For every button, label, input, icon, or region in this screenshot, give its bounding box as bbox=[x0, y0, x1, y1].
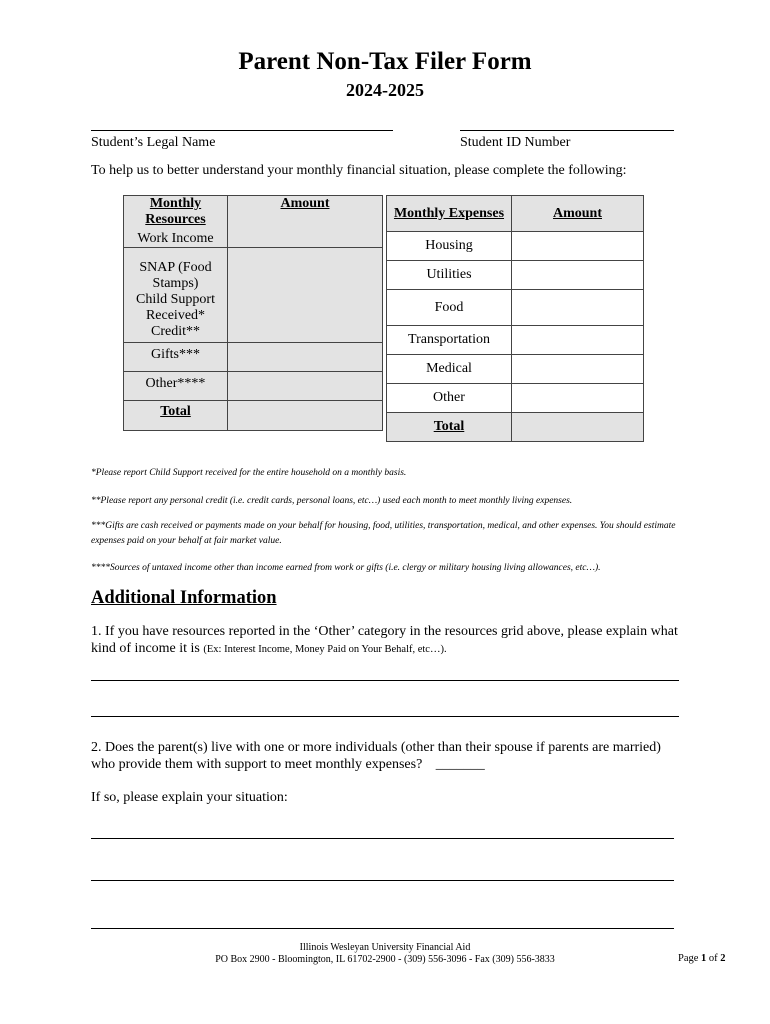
footer-org: Illinois Wesleyan University Financial Aid bbox=[299, 942, 471, 953]
question-1-example: (Ex: Interest Income, Money Paid on Your Behalf, etc…). bbox=[203, 644, 447, 655]
page-total: 2 bbox=[720, 953, 726, 964]
expense-medical: Medical bbox=[387, 355, 512, 384]
page-current: 1 bbox=[701, 953, 707, 964]
expense-utilities: Utilities bbox=[387, 261, 512, 290]
note-credit: **Please report any personal credit (i.e. credit cards, personal loans, etc…) used each month to meet monthly living expenses. bbox=[91, 496, 573, 506]
question-2-blank[interactable]: _______ bbox=[435, 757, 485, 772]
expense-housing: Housing bbox=[387, 232, 512, 261]
answer-1-line-2[interactable] bbox=[91, 716, 679, 717]
footer-contact: PO Box 2900 - Bloomington, IL 61702-2900 - (309) 556-3096 - Fax (309) 556-3833 bbox=[215, 954, 555, 965]
student-id-label: Student ID Number bbox=[460, 135, 571, 150]
answer-2-line-1[interactable] bbox=[91, 838, 674, 839]
resources-other-amount[interactable] bbox=[228, 372, 383, 401]
student-name-label: Student’s Legal Name bbox=[91, 135, 216, 150]
answer-2-line-2[interactable] bbox=[91, 880, 674, 881]
question-2-text: 2. Does the parent(s) live with one or more individuals (other than their spouse if parents are married) who provide them with support to meet monthly expenses? bbox=[91, 740, 661, 772]
resources-table bbox=[123, 195, 383, 431]
resource-gifts: Gifts*** bbox=[124, 343, 228, 372]
expense-other: Other bbox=[387, 384, 512, 413]
resources-gifts-amount[interactable] bbox=[228, 343, 383, 372]
note-other: ****Sources of untaxed income other than income earned from work or gifts (i.e. clergy or military housing living allowances, etc…). bbox=[91, 563, 601, 573]
student-name-line[interactable] bbox=[91, 130, 393, 131]
expenses-table bbox=[386, 195, 644, 442]
form-title: Parent Non-Tax Filer Form bbox=[238, 48, 532, 75]
expense-food-amount[interactable] bbox=[512, 290, 644, 326]
form-year: 2024-2025 bbox=[346, 80, 424, 100]
expenses-header-amount: Amount bbox=[512, 196, 644, 232]
page-word: Page bbox=[678, 953, 699, 964]
resources-total-amount[interactable] bbox=[228, 401, 383, 431]
page-number bbox=[678, 953, 726, 964]
expenses-header-label: Monthly Expenses bbox=[387, 196, 512, 232]
resources-header-label: Monthly Resources bbox=[124, 196, 228, 248]
resource-credit: Credit** bbox=[151, 324, 200, 339]
expense-medical-amount[interactable] bbox=[512, 355, 644, 384]
expense-utilities-amount[interactable] bbox=[512, 261, 644, 290]
note-child-support: *Please report Child Support received for the entire household on a monthly basis. bbox=[91, 468, 407, 478]
question-2 bbox=[91, 739, 681, 773]
answer-1-line-1[interactable] bbox=[91, 680, 679, 681]
intro-text: To help us to better understand your monthly financial situation, please complete the following: bbox=[91, 163, 627, 178]
resources-header-amount: Amount bbox=[228, 196, 383, 248]
expense-transportation: Transportation bbox=[387, 326, 512, 355]
question-2-followup: If so, please explain your situation: bbox=[91, 790, 288, 805]
resource-other: Other**** bbox=[124, 372, 228, 401]
resource-child-support: Child Support Received* bbox=[136, 292, 215, 323]
resources-amount-cell[interactable] bbox=[228, 248, 383, 343]
expense-housing-amount[interactable] bbox=[512, 232, 644, 261]
question-1-text: 1. If you have resources reported in the ‘Other’ category in the resources grid above, please explain what kind of income it is bbox=[91, 624, 678, 656]
resource-work-income: Work Income bbox=[137, 231, 214, 246]
expenses-total-label: Total bbox=[387, 413, 512, 442]
student-id-line[interactable] bbox=[460, 130, 674, 131]
expense-food: Food bbox=[387, 290, 512, 326]
expense-other-amount[interactable] bbox=[512, 384, 644, 413]
expense-transportation-amount[interactable] bbox=[512, 326, 644, 355]
resources-total-label: Total bbox=[124, 401, 228, 431]
note-gifts: ***Gifts are cash received or payments made on your behalf for housing, food, utilities, transportation, medical, and other expenses. You should estimate expenses paid on your behalf at fair market value. bbox=[91, 521, 676, 546]
page-of: of bbox=[708, 953, 718, 964]
question-1 bbox=[91, 623, 691, 658]
answer-2-line-3[interactable] bbox=[91, 928, 674, 929]
resources-row-labels bbox=[124, 231, 228, 343]
resource-snap: SNAP (Food Stamps) bbox=[139, 260, 212, 291]
additional-heading: Additional Information bbox=[91, 588, 277, 608]
expenses-total-amount[interactable] bbox=[512, 413, 644, 442]
